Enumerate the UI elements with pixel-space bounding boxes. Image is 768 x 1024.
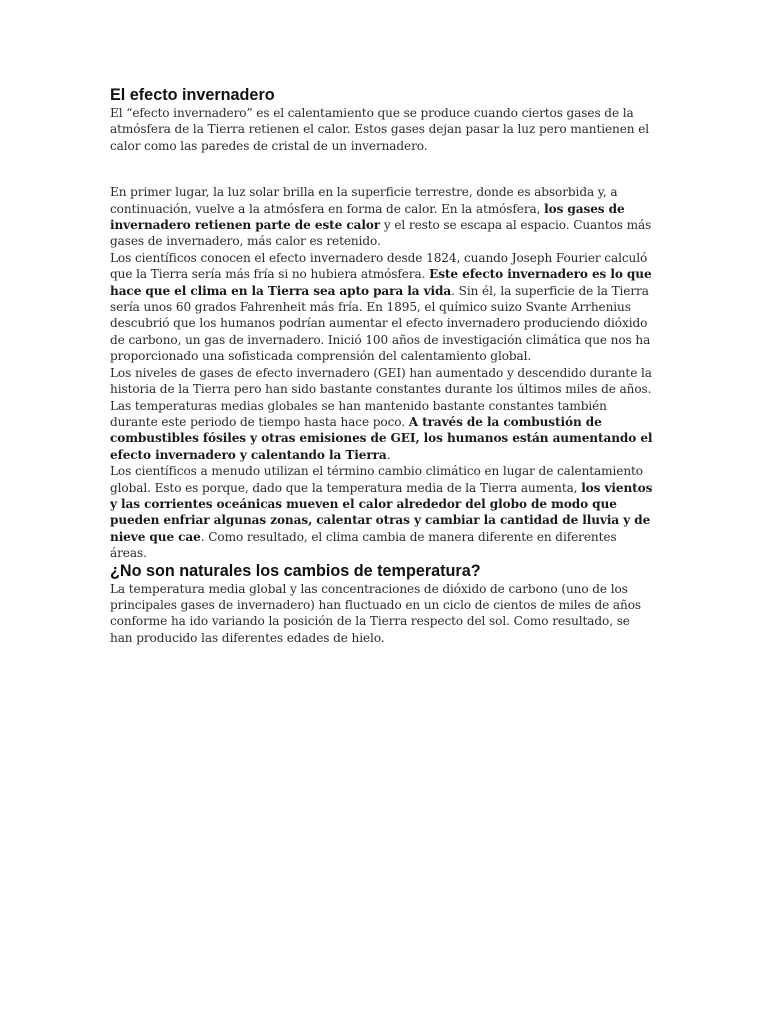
paragraph-gei-levels	[110, 365, 655, 463]
section-heading: ¿No son naturales los cambios de temperatura?	[110, 561, 481, 580]
bold-text-run: los gases de invernadero retienen parte de este calor	[110, 201, 625, 233]
page-title: El efecto invernadero	[110, 86, 275, 104]
text-run: .	[386, 447, 391, 462]
paragraph-natural-changes: La temperatura media global y las concentraciones de dióxido de carbono (uno de los principales gases de invernadero) han fluctuado en un ciclo de cientos de miles de años conforme ha ido variando la posición de la Tierra respecto del sol. Como resultado, se han producido las diferentes edades de hielo.	[110, 581, 641, 645]
paragraph-gap	[110, 154, 655, 184]
text-run: Los científicos a menudo utilizan el término cambio climático en lugar de calentamiento global. Esto es porque, dado que la temperatura media de la Tierra aumenta,	[110, 464, 643, 495]
text-run: . Sin él, la superficie de la Tierra sería unos 60 grados Fahrenheit más fría. En 1895, el químico suizo Svante Arrhenius descubrió que los humanos podrían aumentar el efecto invernadero produciendo dióxido de carbono, un gas de invernadero. Inició 100 años de investigación climática que nos ha proporcionado una sofisticada comprensión del calentamiento global.	[110, 283, 651, 364]
bold-text-run: Este efecto invernadero es lo que hace que el clima en la Tierra sea apto para la vida	[110, 267, 652, 298]
intro-paragraph: El “efecto invernadero” es el calentamiento que se produce cuando ciertos gases de la atmósfera de la Tierra retienen el calor. Estos gases dejan pasar la luz pero mantienen el calor como las paredes de cristal de un invernadero.	[110, 106, 650, 153]
paragraph-absorption	[110, 184, 655, 250]
text-run: En primer lugar, la luz solar brilla en la superficie terrestre, donde es absorbida y, a continuación, vuelve a la atmósfera en forma de calor. En la atmósfera,	[110, 185, 618, 216]
bold-text-run: los vientos y las corrientes oceánicas mueven el calor alrededor del globo de modo que pueden enfriar algunas zonas, calentar otras y cambiar la cantidad de lluvia y de nieve que cae	[110, 480, 653, 544]
paragraph-history	[110, 250, 655, 365]
bold-text-run: A través de la combustión de combustibles fósiles y otras emisiones de GEI, los humanos están aumentando el efecto invernadero y calentando la Tierra	[110, 414, 653, 462]
document-page	[110, 86, 655, 646]
text-run: . Como resultado, el clima cambia de manera diferente en diferentes áreas.	[110, 529, 617, 561]
paragraph-climate-change	[110, 463, 655, 561]
text-run: Los científicos conocen el efecto invernadero desde 1824, cuando Joseph Fourier calculó que la Tierra sería más fría si no hubiera atmósfera.	[110, 250, 648, 282]
text-run: Los niveles de gases de efecto invernadero (GEI) han aumentado y descendido durante la historia de la Tierra pero han sido bastante constantes durante los últimos miles de años. Las temperaturas medias globales se han mantenido bastante constantes también durante este periodo de tiempo hasta hace poco.	[110, 365, 652, 429]
text-run: y el resto se escapa al espacio. Cuantos más gases de invernadero, más calor es retenido.	[110, 218, 652, 249]
